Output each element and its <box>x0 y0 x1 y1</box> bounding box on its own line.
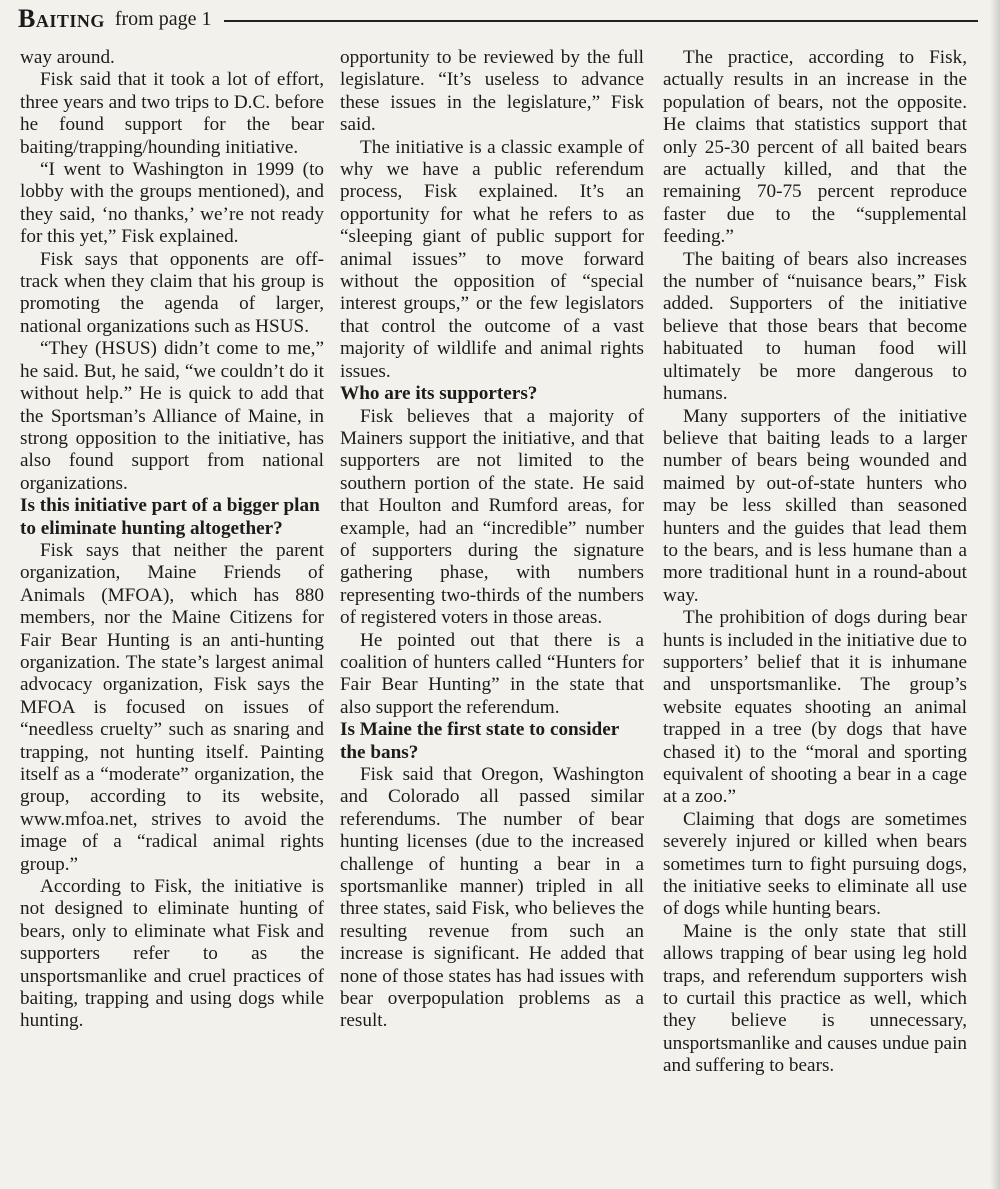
section-subhead: Who are its supporters? <box>340 383 538 405</box>
article-paragraph: Fisk said that it took a lot of effort, three years and two trips to D.C. before he found support for the bear baiting/trapping/hounding initiative. <box>20 69 324 158</box>
article-paragraph: way around. <box>20 47 115 68</box>
article-paragraph: Many supporters of the initiative believe that baiting leads to a larger number of bears being wounded and maimed by out-of-state hunters who may be less skilled than seasoned hunters and the guides that lead them to the bears, and is less humane than a more traditional hunt in a round-about way. <box>663 405 967 606</box>
article-paragraph: Maine is the only state that still allows trapping of bear using leg hold traps, and referendum supporters wish to curtail this practice as well, which they believe is unnecessary, unsportsmanlike and causes undue pain and suffering to bears. <box>663 920 967 1077</box>
article-paragraph: “I went to Washington in 1999 (to lobby with the groups mentioned), and they said, ‘no thanks,’ we’re not ready for this yet,” Fisk explained. <box>20 159 324 248</box>
header-rule <box>224 20 979 22</box>
continuation-header <box>18 2 978 36</box>
article-paragraph: According to Fisk, the initiative is not designed to eliminate hunting of bears, only to eliminate what Fisk and supporters refer to as the unsportsmanlike and cruel practices of baiting, trapping and using dogs while hunting. <box>20 876 324 1032</box>
article-paragraph: Fisk said that Oregon, Washington and Colorado all passed similar referendums. The number of bear hunting licenses (due to the increased challenge of hunting a bear in a sportsmanlike manner) tripled in all three states, said Fisk, who believes the resulting revenue from such an increase is significant. He added that none of those states has had issues with bear overpopulation problems as a result. <box>340 764 644 1032</box>
section-subhead: Is this initiative part of a bigger plan to eliminate hunting altogether? <box>20 495 320 539</box>
page-edge-shadow <box>990 0 1000 1189</box>
article-column-2 <box>340 47 644 1033</box>
article-paragraph: Fisk says that neither the parent organization, Maine Friends of Animals (MFOA), which has 880 members, nor the Maine Citizens for Fair Bear Hunting is an anti-hunting organization. The state’s largest animal advocacy organization, Fisk says the MFOA is focused on issues of “needless cruelty” such as snaring and trapping, not hunting itself. Painting itself as a “moderate” organization, the group, according to its website, www.mfoa.net, strives to avoid the image of a “radical animal rights group.” <box>20 539 324 875</box>
article-paragraph: The baiting of bears also increases the number of “nuisance bears,” Fisk added. Supporters of the initiative believe that those bears that become habituated to human food will ultimately be more dangerous to humans. <box>663 248 967 405</box>
article-paragraph: “They (HSUS) didn’t come to me,” he said. But, he said, “we couldn’t do it without help.” He is quick to add that the Sportsman’s Alliance of Maine, in strong opposition to the initiative, has also found support from national organizations. <box>20 338 324 494</box>
continued-from-label: from page 1 <box>114 7 212 30</box>
article-paragraph: The prohibition of dogs during bear hunts is included in the initiative due to supporters’ belief that it is inhumane and unsportsmanlike. The group’s website equates shooting an animal trapped in a tree (by dogs that have chased it) to the “moral and sporting equivalent of shooting a bear in a cage at a zoo.” <box>663 607 967 808</box>
article-paragraph: Claiming that dogs are sometimes severely injured or killed when bears sometimes turn to fight pursuing dogs, the initiative seeks to eliminate all use of dogs while hunting bears. <box>663 808 967 920</box>
article-paragraph: Fisk says that opponents are off-track when they claim that his group is promoting the agenda of larger, national organizations such as HSUS. <box>20 248 324 337</box>
article-paragraph: opportunity to be reviewed by the full legislature. “It’s useless to advance these issues in the legislature,” Fisk said. <box>340 47 644 136</box>
article-paragraph: The initiative is a classic example of why we have a public referendum process, Fisk explained. It’s an opportunity for what he refers to as “sleeping giant of public support for animal issues” to move forward without the opposition of “special interest groups,” or the few legislators that control the outcome of a vast majority of wildlife and animal rights issues. <box>340 136 644 382</box>
article-paragraph: The practice, according to Fisk, actually results in an increase in the population of bears, not the opposite. He claims that statistics support that only 25-30 percent of all baited bears are actually killed, and that the remaining 70-75 percent reproduce faster due to the “supplemental feeding.” <box>663 47 967 248</box>
article-column-1 <box>20 47 324 1033</box>
article-kicker: Baiting <box>18 4 105 33</box>
section-subhead: Is Maine the first state to consider the bans? <box>340 719 619 763</box>
article-paragraph: Fisk believes that a majority of Mainers support the initiative, and that supporters are not limited to the southern portion of the state. He said that Houlton and Rumford areas, for example, had an “incredible” number of supporters during the signature gathering phase, with numbers representing two-thirds of the numbers of registered voters in those areas. <box>340 405 644 629</box>
article-column-3 <box>663 47 967 1078</box>
article-paragraph: He pointed out that there is a coalition of hunters called “Hunters for Fair Bear Hunting” in the state that also support the referendum. <box>340 629 644 718</box>
